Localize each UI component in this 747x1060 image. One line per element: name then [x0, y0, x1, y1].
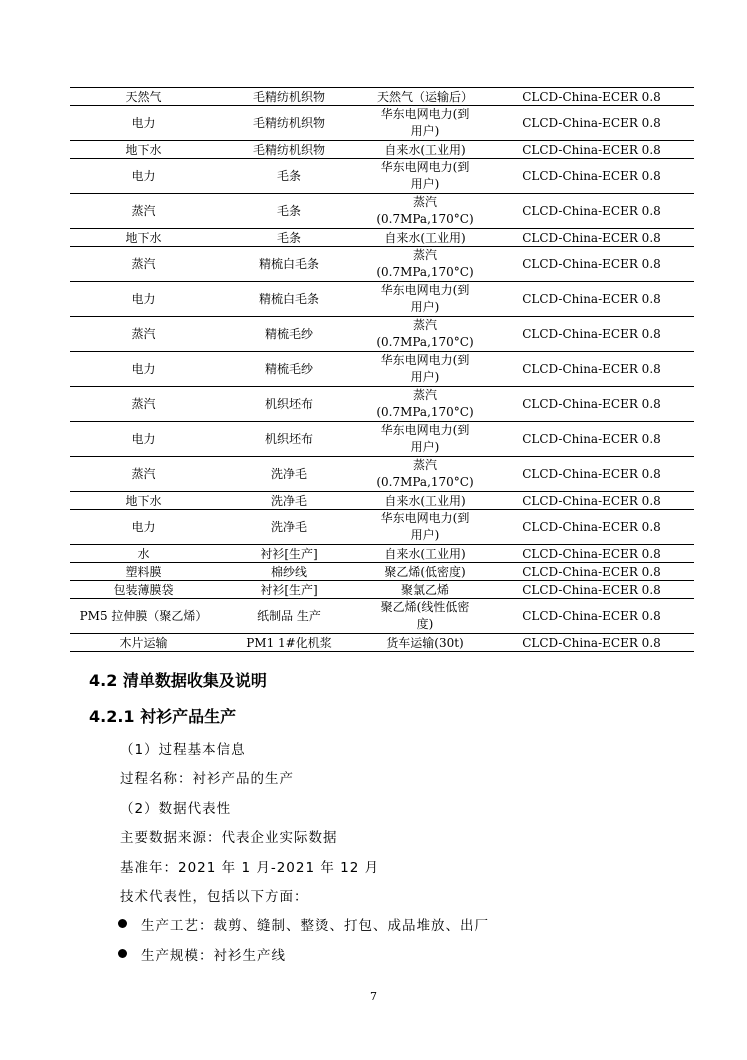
cell-input: 蒸汽 — [70, 194, 217, 229]
cell-dataset: 聚乙烯(低密度) — [361, 563, 489, 581]
cell-dataset: 聚氯乙烯 — [361, 581, 489, 599]
cell-dataset: 自来水(工业用) — [361, 545, 489, 563]
cell-input: 电力 — [70, 282, 217, 317]
table-row — [70, 88, 694, 106]
cell-process: 精梳毛纱 — [217, 317, 361, 352]
cell-input: 电力 — [70, 159, 217, 194]
table-row — [70, 634, 694, 652]
table-row — [70, 581, 694, 599]
cell-database: CLCD-China-ECER 0.8 — [489, 581, 694, 599]
paragraph-process-info: （1）过程基本信息 — [120, 742, 246, 758]
cell-database: CLCD-China-ECER 0.8 — [489, 141, 694, 159]
cell-process: 纸制品 生产 — [217, 599, 361, 634]
cell-database: CLCD-China-ECER 0.8 — [489, 457, 694, 492]
paragraph-representativeness: （2）数据代表性 — [120, 801, 232, 817]
cell-process: 毛精纺机织物 — [217, 106, 361, 141]
inventory-table — [70, 87, 694, 652]
cell-input: 蒸汽 — [70, 317, 217, 352]
table-row — [70, 282, 694, 317]
table-row — [70, 492, 694, 510]
table-row — [70, 422, 694, 457]
cell-input: 水 — [70, 545, 217, 563]
cell-database: CLCD-China-ECER 0.8 — [489, 563, 694, 581]
cell-process: 毛精纺机织物 — [217, 141, 361, 159]
cell-input: 电力 — [70, 510, 217, 545]
bullet-process: 生产工艺：裁剪、缝制、整烫、打包、成品堆放、出厂 — [141, 918, 489, 934]
cell-process: 精梳毛纱 — [217, 352, 361, 387]
cell-database: CLCD-China-ECER 0.8 — [489, 422, 694, 457]
cell-process: 洗净毛 — [217, 510, 361, 545]
cell-process: 棉纱线 — [217, 563, 361, 581]
table-row — [70, 510, 694, 545]
table-row — [70, 317, 694, 352]
cell-database: CLCD-China-ECER 0.8 — [489, 194, 694, 229]
table-row — [70, 599, 694, 634]
cell-dataset: 华东电网电力(到用户) — [361, 106, 489, 141]
cell-dataset: 货车运输(30t) — [361, 634, 489, 652]
cell-database: CLCD-China-ECER 0.8 — [489, 88, 694, 106]
cell-dataset: 天然气（运输后） — [361, 88, 489, 106]
cell-database: CLCD-China-ECER 0.8 — [489, 599, 694, 634]
cell-database: CLCD-China-ECER 0.8 — [489, 510, 694, 545]
cell-process: 机织坯布 — [217, 387, 361, 422]
cell-dataset: 蒸汽(0.7MPa,170°C) — [361, 457, 489, 492]
cell-dataset: 蒸汽(0.7MPa,170°C) — [361, 387, 489, 422]
table-row — [70, 457, 694, 492]
cell-input: 电力 — [70, 352, 217, 387]
subsection-heading: 4.2.1 衬衫产品生产 — [89, 707, 237, 726]
cell-dataset: 自来水(工业用) — [361, 492, 489, 510]
cell-input: 蒸汽 — [70, 247, 217, 282]
cell-dataset: 聚乙烯(线性低密度) — [361, 599, 489, 634]
page-number: 7 — [370, 990, 377, 1003]
cell-input: 木片运输 — [70, 634, 217, 652]
cell-input: 地下水 — [70, 141, 217, 159]
cell-database: CLCD-China-ECER 0.8 — [489, 387, 694, 422]
table-row — [70, 352, 694, 387]
cell-process: 毛条 — [217, 159, 361, 194]
cell-input: 蒸汽 — [70, 387, 217, 422]
cell-dataset: 华东电网电力(到用户) — [361, 282, 489, 317]
table-row — [70, 545, 694, 563]
cell-dataset: 蒸汽(0.7MPa,170°C) — [361, 317, 489, 352]
section-heading: 4.2 清单数据收集及说明 — [89, 671, 267, 690]
cell-process: 衬衫[生产] — [217, 545, 361, 563]
cell-process: 精梳白毛条 — [217, 247, 361, 282]
table-row — [70, 194, 694, 229]
cell-process: 精梳白毛条 — [217, 282, 361, 317]
paragraph-base-year: 基准年：2021 年 1 月-2021 年 12 月 — [120, 860, 380, 876]
bullet-icon — [118, 919, 127, 928]
cell-database: CLCD-China-ECER 0.8 — [489, 247, 694, 282]
bullet-scale: 生产规模：衬衫生产线 — [141, 948, 286, 964]
cell-dataset: 自来水(工业用) — [361, 141, 489, 159]
cell-dataset: 蒸汽(0.7MPa,170°C) — [361, 247, 489, 282]
cell-dataset: 华东电网电力(到用户) — [361, 159, 489, 194]
cell-process: 毛精纺机织物 — [217, 88, 361, 106]
cell-dataset: 自来水(工业用) — [361, 229, 489, 247]
table-body — [70, 88, 694, 652]
cell-database: CLCD-China-ECER 0.8 — [489, 352, 694, 387]
cell-dataset: 华东电网电力(到用户) — [361, 422, 489, 457]
cell-database: CLCD-China-ECER 0.8 — [489, 159, 694, 194]
cell-input: 电力 — [70, 106, 217, 141]
cell-input: 地下水 — [70, 492, 217, 510]
cell-input: 天然气 — [70, 88, 217, 106]
table-row — [70, 387, 694, 422]
table-row — [70, 141, 694, 159]
cell-process: PM1 1#化机浆 — [217, 634, 361, 652]
paragraph-tech-rep: 技术代表性，包括以下方面： — [120, 889, 309, 905]
cell-database: CLCD-China-ECER 0.8 — [489, 229, 694, 247]
cell-database: CLCD-China-ECER 0.8 — [489, 317, 694, 352]
cell-input: PM5 拉伸膜（聚乙烯） — [70, 599, 217, 634]
cell-dataset: 华东电网电力(到用户) — [361, 510, 489, 545]
cell-process: 毛条 — [217, 194, 361, 229]
cell-process: 衬衫[生产] — [217, 581, 361, 599]
cell-input: 电力 — [70, 422, 217, 457]
cell-dataset: 华东电网电力(到用户) — [361, 352, 489, 387]
bullet-icon — [118, 949, 127, 958]
paragraph-process-name: 过程名称：衬衫产品的生产 — [120, 771, 294, 787]
table-row — [70, 247, 694, 282]
cell-dataset: 蒸汽(0.7MPa,170°C) — [361, 194, 489, 229]
cell-process: 机织坯布 — [217, 422, 361, 457]
cell-database: CLCD-China-ECER 0.8 — [489, 106, 694, 141]
table-row — [70, 563, 694, 581]
table-row — [70, 229, 694, 247]
cell-database: CLCD-China-ECER 0.8 — [489, 545, 694, 563]
paragraph-data-source: 主要数据来源：代表企业实际数据 — [120, 830, 338, 846]
table-row — [70, 106, 694, 141]
cell-database: CLCD-China-ECER 0.8 — [489, 282, 694, 317]
cell-process: 洗净毛 — [217, 457, 361, 492]
cell-input: 包装薄膜袋 — [70, 581, 217, 599]
cell-input: 蒸汽 — [70, 457, 217, 492]
cell-process: 毛条 — [217, 229, 361, 247]
table-row — [70, 159, 694, 194]
cell-input: 地下水 — [70, 229, 217, 247]
cell-process: 洗净毛 — [217, 492, 361, 510]
cell-database: CLCD-China-ECER 0.8 — [489, 634, 694, 652]
cell-database: CLCD-China-ECER 0.8 — [489, 492, 694, 510]
cell-input: 塑料膜 — [70, 563, 217, 581]
